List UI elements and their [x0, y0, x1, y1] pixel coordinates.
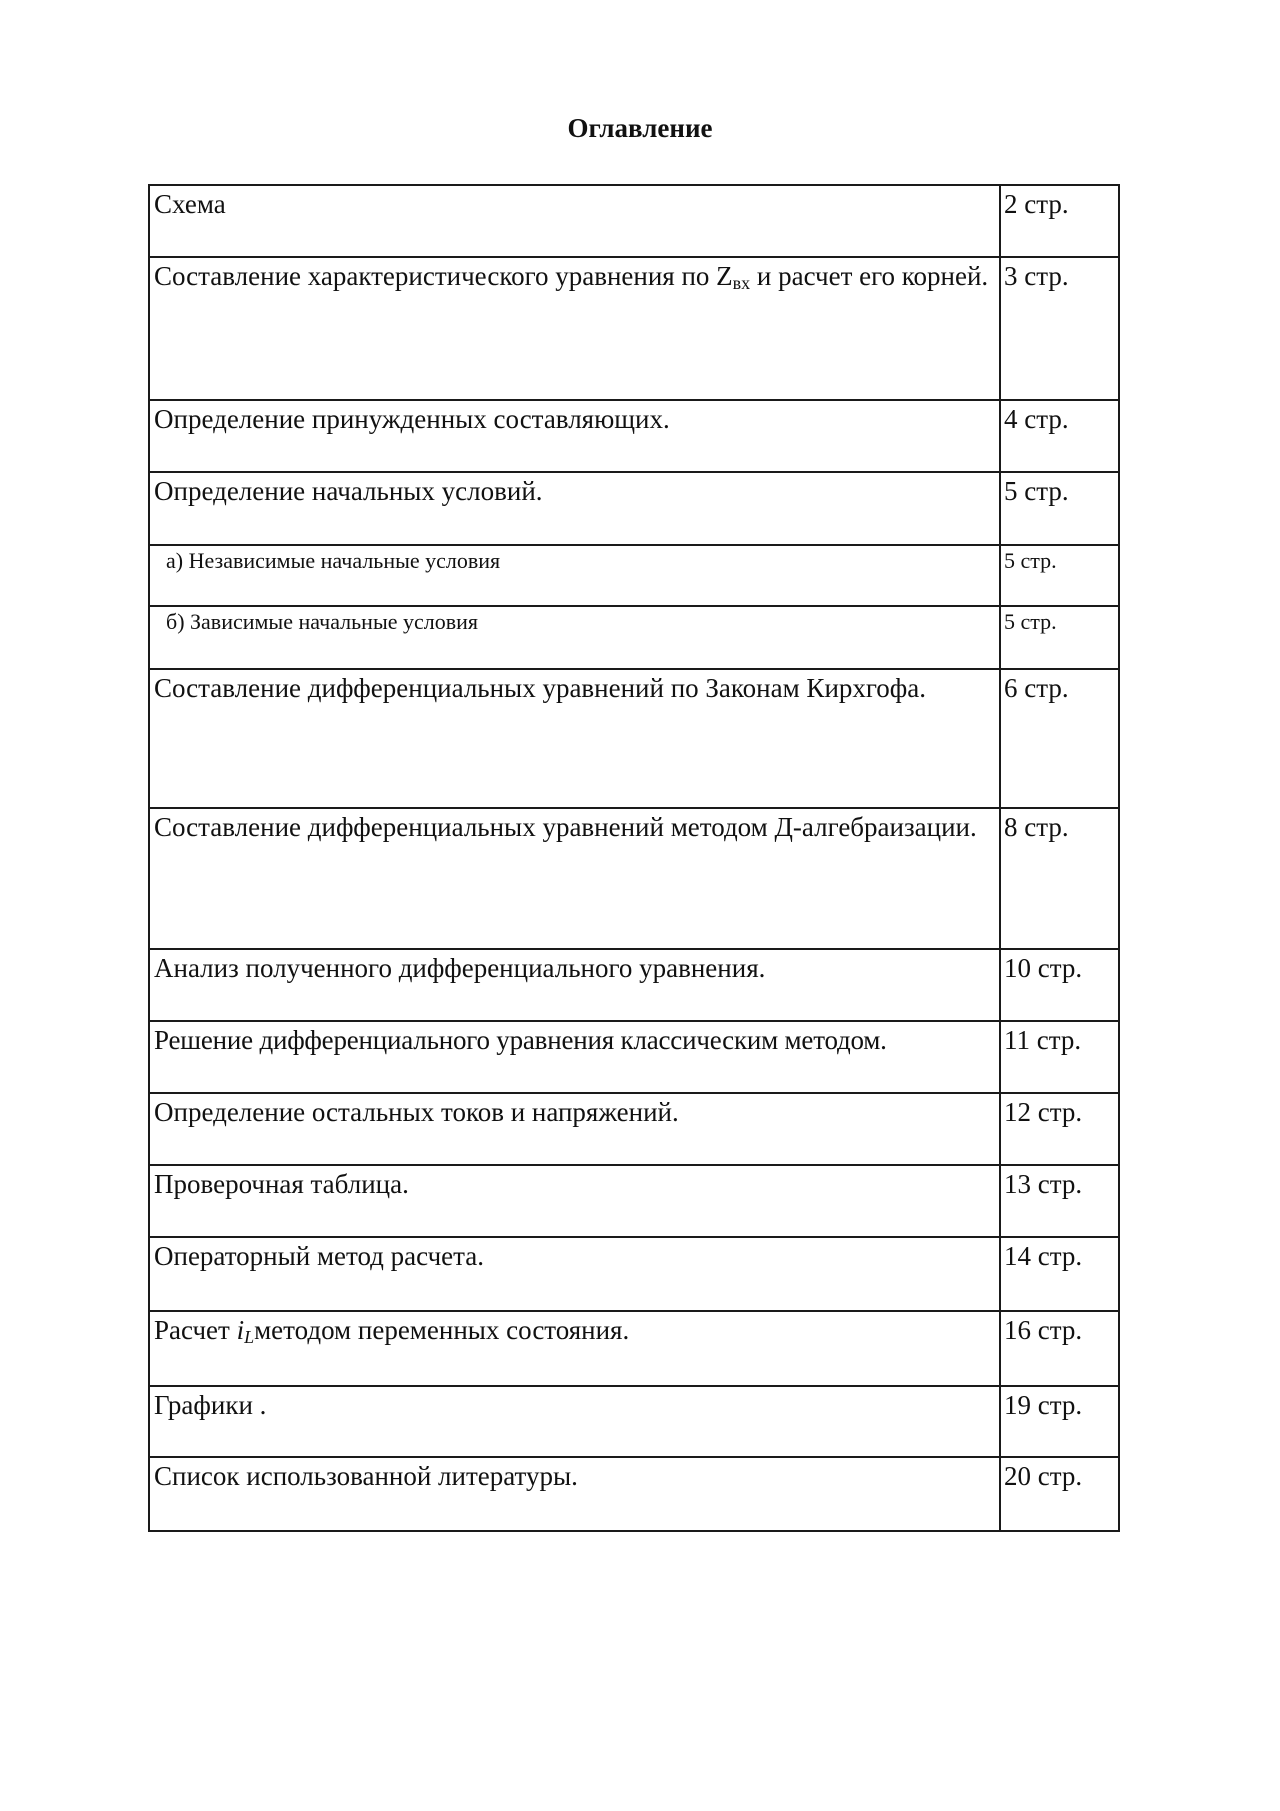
- toc-page-number: 5 стр.: [1004, 548, 1057, 573]
- toc-page-number: 10 стр.: [1004, 953, 1083, 983]
- toc-page-number: 3 стр.: [1004, 261, 1069, 291]
- toc-entry-label: Определение остальных токов и напряжений.: [154, 1097, 679, 1127]
- toc-row-kirchhoff-equations: [149, 669, 1119, 808]
- toc-page-number: 14 стр.: [1004, 1241, 1083, 1271]
- toc-entry-label: Графики .: [154, 1390, 267, 1420]
- toc-page-number: 5 стр.: [1004, 476, 1069, 506]
- toc-entry-title: [149, 257, 1000, 400]
- toc-page-number: 11 стр.: [1004, 1025, 1082, 1055]
- toc-entry-label: Решение дифференциального уравнения классическим методом.: [154, 1025, 887, 1055]
- toc-page-number: 19 стр.: [1004, 1390, 1083, 1420]
- toc-entry-label: Определение начальных условий.: [154, 476, 543, 506]
- current-variable: i: [236, 1315, 245, 1345]
- toc-page-number: 12 стр.: [1004, 1097, 1083, 1127]
- toc-row-references: [149, 1457, 1119, 1531]
- toc-entry-label: [150, 1296, 999, 1368]
- toc-entry-label: [150, 242, 999, 314]
- toc-entry-title: [149, 808, 1000, 949]
- toc-entry-label-part: методом переменных состояния.: [254, 1315, 630, 1345]
- toc-entry-page: [1000, 257, 1119, 400]
- toc-entry-label-part: Составление характеристического уравнения по Z: [154, 261, 733, 291]
- toc-page-number: 16 стр.: [1004, 1315, 1083, 1345]
- toc-entry-label: Составление дифференциальных уравнений методом Д-алгебраизации.: [154, 812, 977, 842]
- toc-page-number: 8 стр.: [1004, 812, 1069, 842]
- toc-entry-label: Составление дифференциальных уравнений по Законам Кирхгофа.: [154, 673, 927, 703]
- toc-table: [148, 184, 1120, 1532]
- toc-entry-label: Операторный метод расчета.: [154, 1241, 485, 1271]
- inductor-subscript: L: [244, 1327, 255, 1347]
- toc-entry-label: Список использованной литературы.: [154, 1461, 578, 1491]
- toc-page-number: 20 стр.: [1004, 1461, 1083, 1491]
- toc-row-characteristic-equation: [149, 257, 1119, 400]
- z-input-subscript: вх: [732, 273, 751, 293]
- toc-entry-page: [1000, 1457, 1119, 1531]
- toc-entry-page: [1000, 808, 1119, 949]
- toc-row-d-algebraization: [149, 808, 1119, 949]
- toc-page-number: 2 стр.: [1004, 189, 1069, 219]
- toc-entry-title: [149, 1457, 1000, 1531]
- toc-entry-page: [1000, 669, 1119, 808]
- toc-entry-label: Определение принужденных составляющих.: [154, 404, 670, 434]
- toc-entry-title: [149, 669, 1000, 808]
- toc-entry-label: Анализ полученного дифференциального уравнения.: [154, 953, 766, 983]
- toc-entry-label: а) Независимые начальные условия: [166, 548, 501, 573]
- toc-entry-label: б) Зависимые начальные условия: [166, 609, 479, 634]
- page-title: Оглавление: [567, 113, 713, 143]
- toc-entry-label-part: и расчет его корней.: [750, 261, 989, 291]
- toc-entry-label-part: Расчет: [154, 1315, 237, 1345]
- toc-entry-label: Схема: [154, 189, 226, 219]
- toc-page-number: 13 стр.: [1004, 1169, 1083, 1199]
- toc-page-number: 4 стр.: [1004, 404, 1069, 434]
- toc-page-number: 6 стр.: [1004, 673, 1069, 703]
- toc-entry-label: Проверочная таблица.: [154, 1169, 409, 1199]
- toc-page-number: 5 стр.: [1004, 609, 1057, 634]
